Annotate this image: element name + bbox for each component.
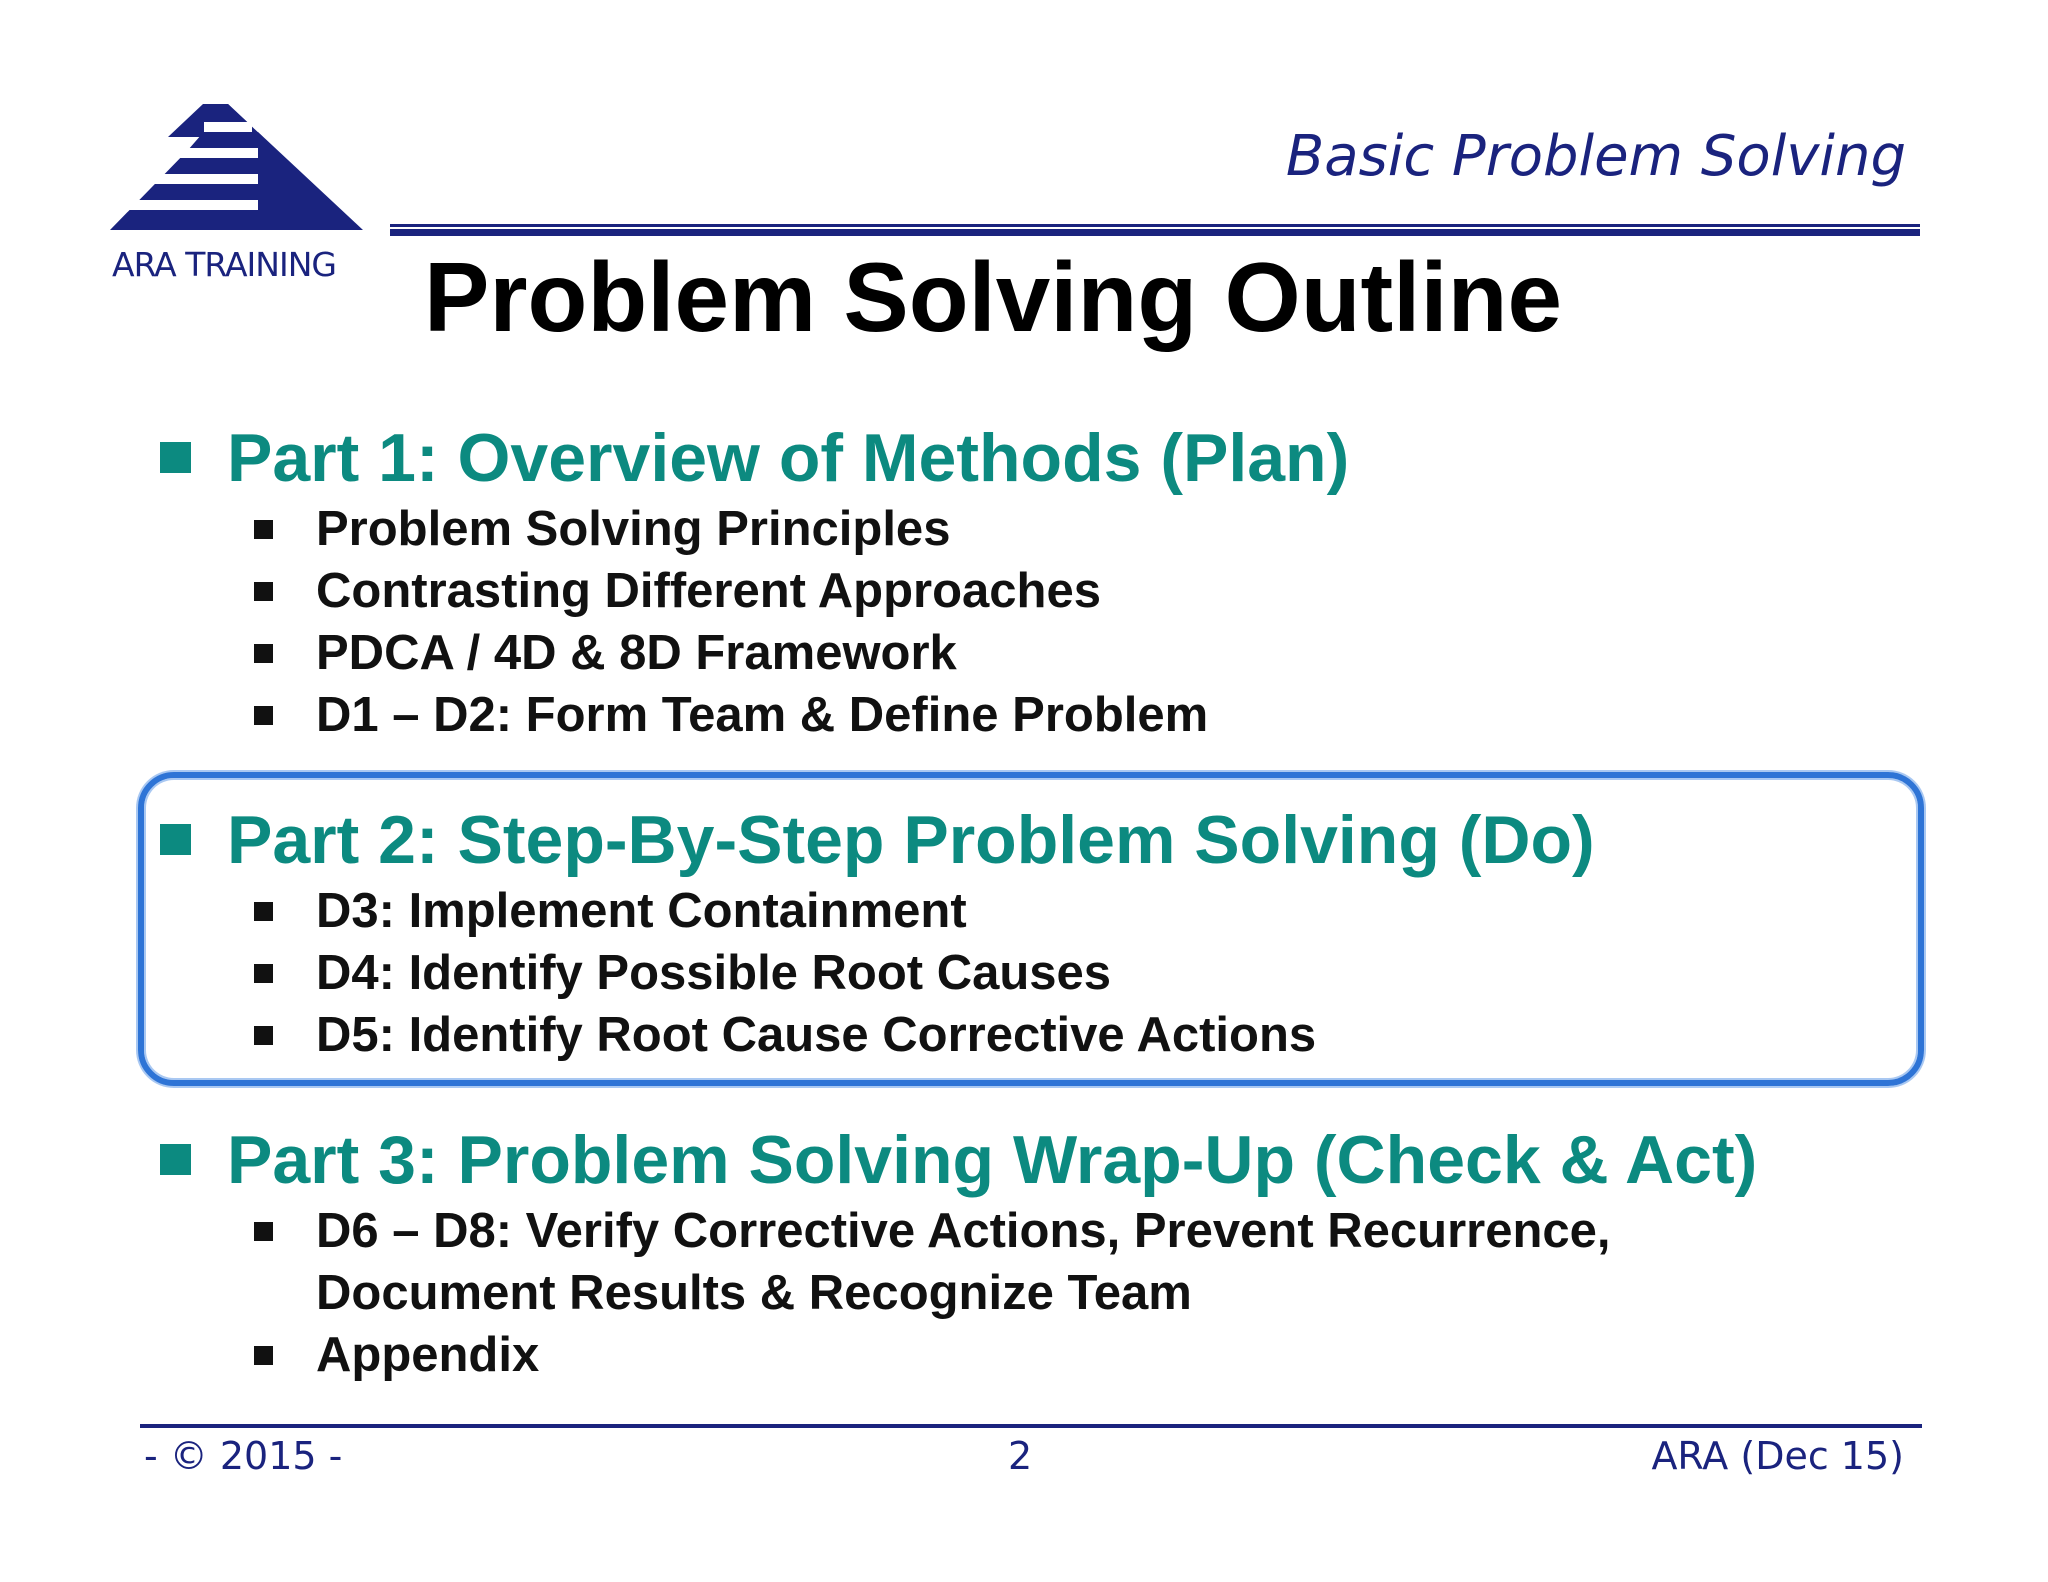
list-item: D1 – D2: Form Team & Define Problem xyxy=(254,684,1208,746)
bullet-square-icon xyxy=(254,1026,273,1045)
bullet-square-icon xyxy=(160,1144,191,1175)
part-1-heading: Part 1: Overview of Methods (Plan) xyxy=(160,424,1349,492)
bullet-square-icon xyxy=(160,824,191,855)
footer-revision: ARA (Dec 15) xyxy=(1651,1434,1904,1478)
footer-copyright: - © 2015 - xyxy=(144,1434,343,1478)
bullet-square-icon xyxy=(254,644,273,663)
bullet-square-icon xyxy=(254,964,273,983)
list-item: PDCA / 4D & 8D Framework xyxy=(254,622,957,684)
page-number: 2 xyxy=(1008,1434,1033,1478)
list-item: Problem Solving Principles xyxy=(254,498,950,560)
list-item: Appendix xyxy=(254,1324,539,1386)
list-item: D5: Identify Root Cause Corrective Actions xyxy=(254,1004,1316,1066)
page-title: Problem Solving Outline xyxy=(424,242,1563,352)
ara-training-logo xyxy=(108,102,368,282)
part-2-heading: Part 2: Step-By-Step Problem Solving (Do) xyxy=(160,806,1595,874)
bullet-square-icon xyxy=(254,902,273,921)
logo-text: ARA TRAINING xyxy=(112,245,336,284)
list-item: D3: Implement Containment xyxy=(254,880,967,942)
footer-rule xyxy=(140,1424,1922,1428)
bullet-square-icon xyxy=(254,1346,273,1365)
bullet-square-icon xyxy=(254,1222,273,1241)
header-rule-bottom xyxy=(390,229,1920,236)
list-item: Contrasting Different Approaches xyxy=(254,560,1101,622)
header-rule-top xyxy=(390,224,1920,227)
part-3-heading: Part 3: Problem Solving Wrap-Up (Check & Act) xyxy=(160,1126,1757,1194)
pyramid-logo-icon xyxy=(108,102,368,242)
bullet-square-icon xyxy=(160,442,191,473)
course-subtitle: Basic Problem Solving xyxy=(1285,124,1906,189)
list-item: D6 – D8: Verify Corrective Actions, Prevent Recurrence, Document Results & Recognize Team xyxy=(254,1200,1611,1324)
bullet-square-icon xyxy=(254,520,273,539)
bullet-square-icon xyxy=(254,582,273,601)
list-item: D4: Identify Possible Root Causes xyxy=(254,942,1111,1004)
bullet-square-icon xyxy=(254,706,273,725)
